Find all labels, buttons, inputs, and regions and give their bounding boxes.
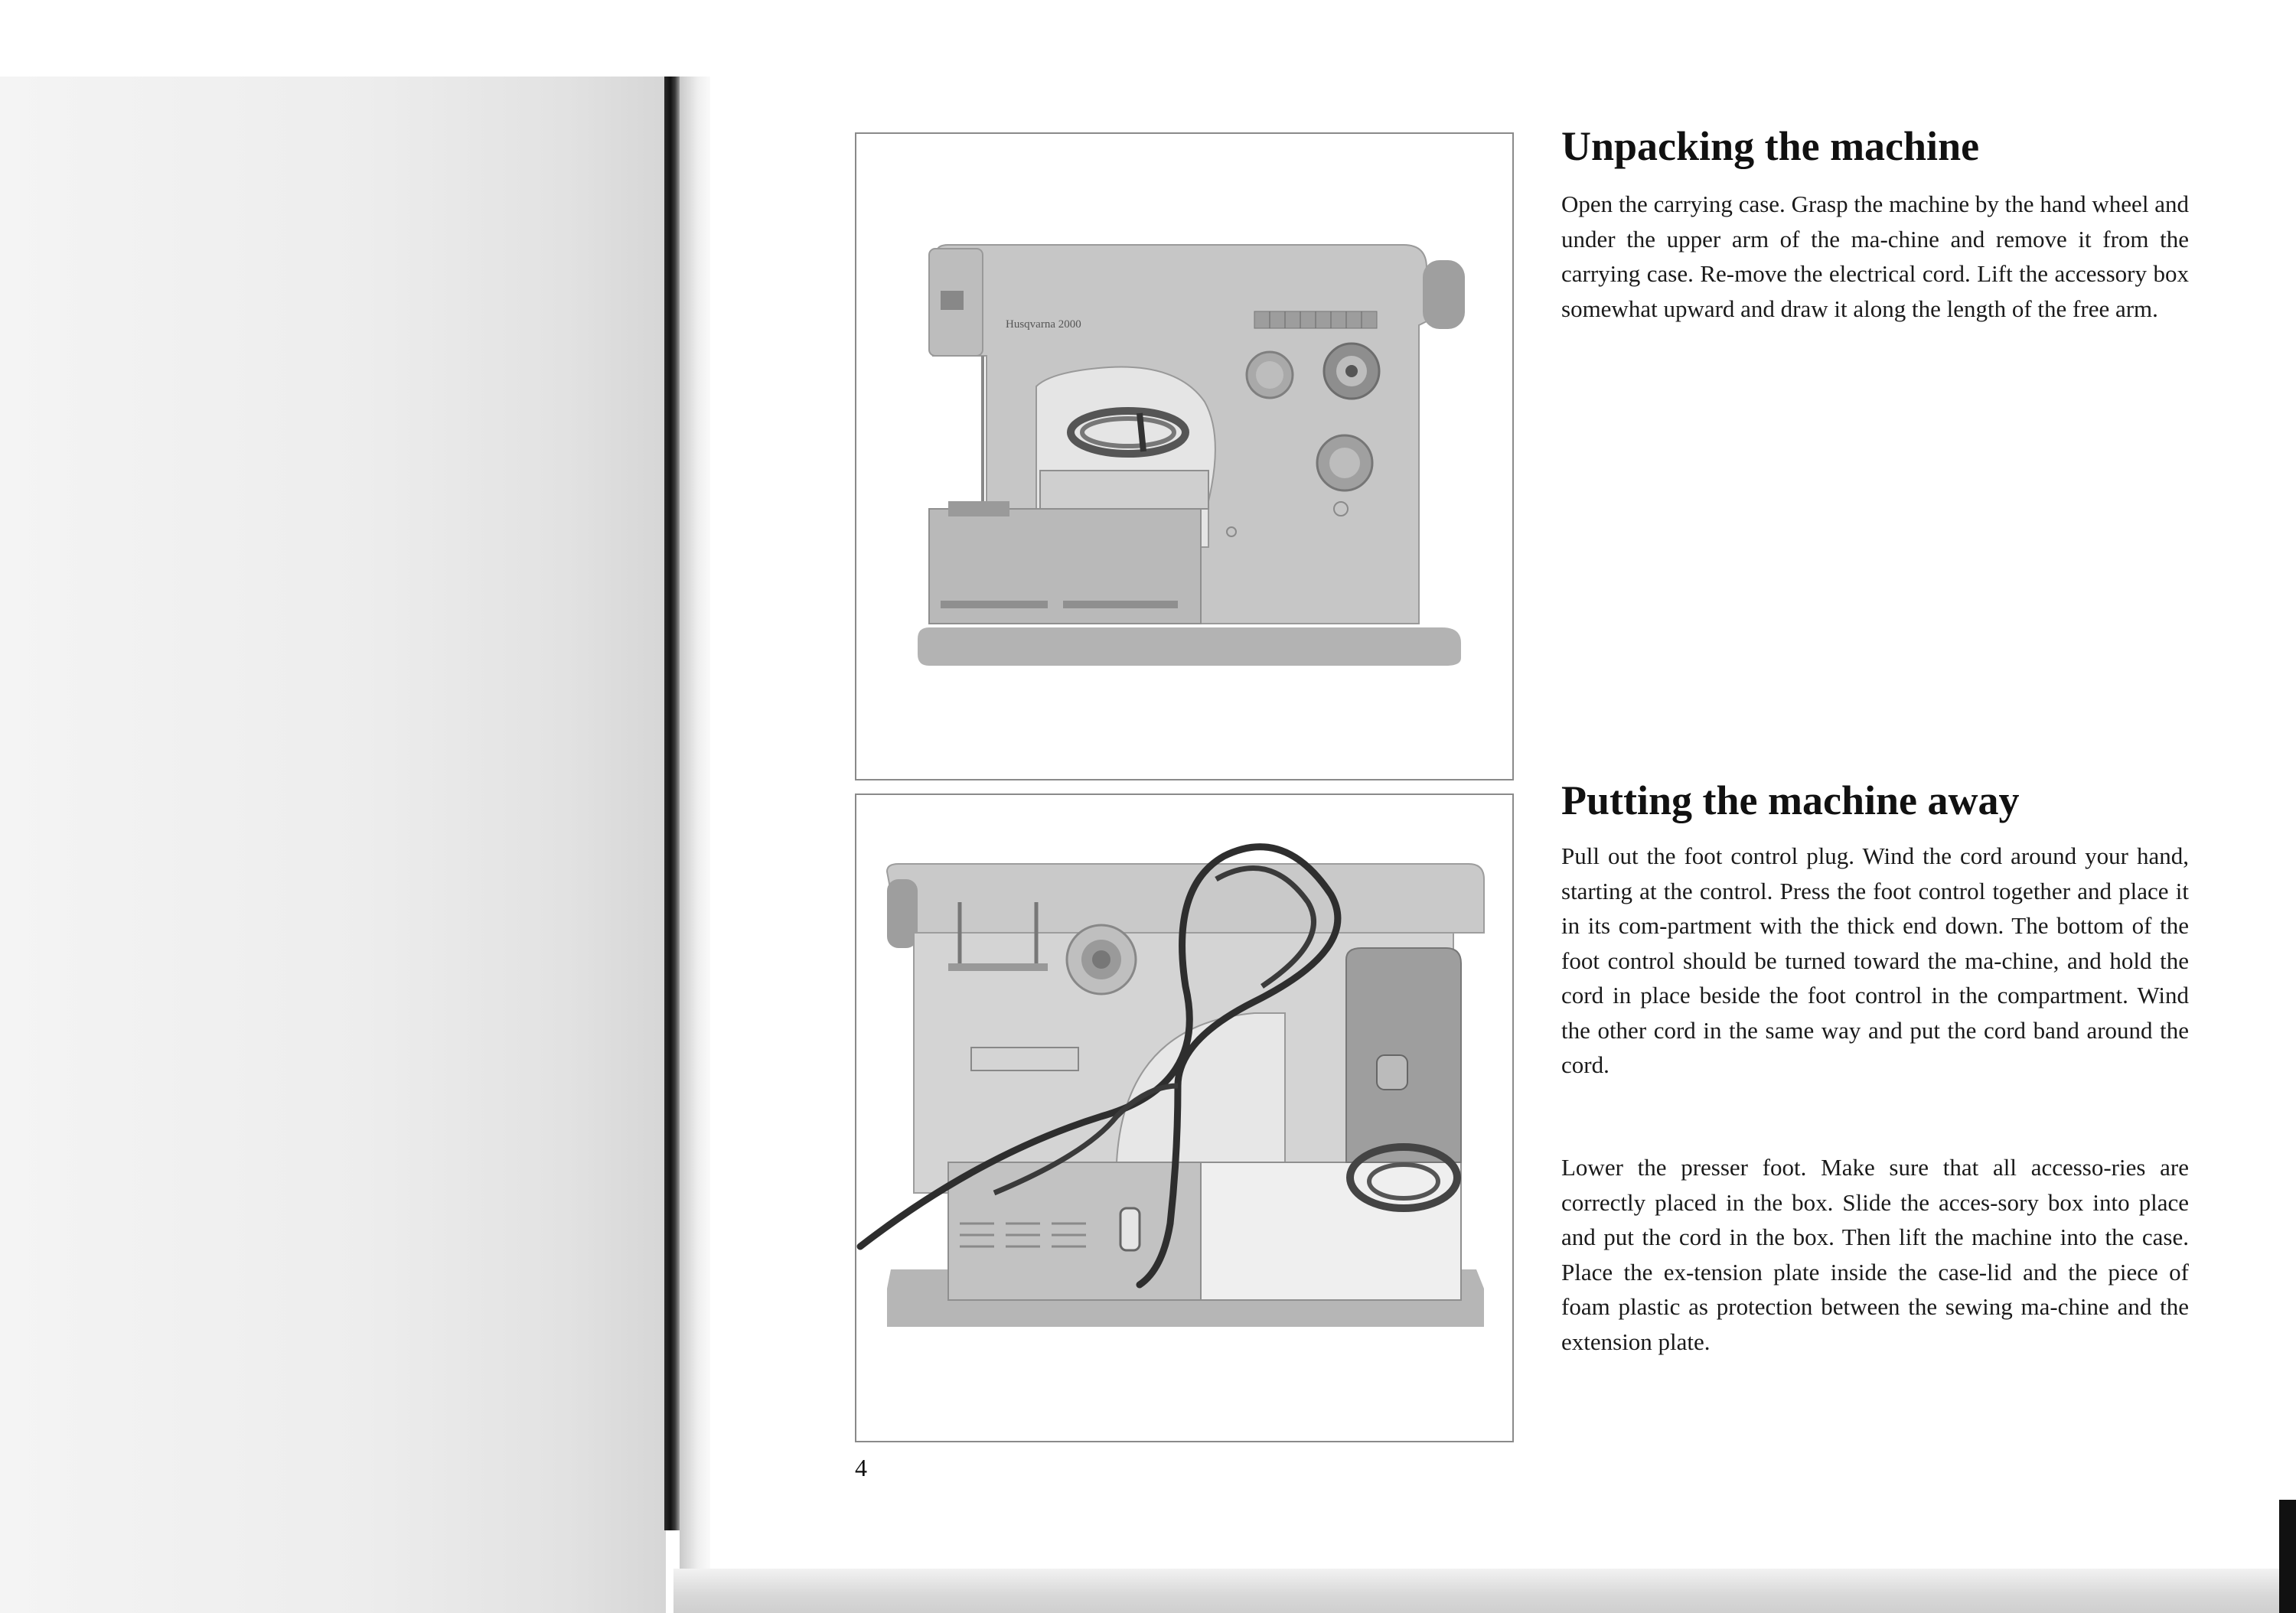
paragraph-unpacking: Open the carrying case. Grasp the machine by the hand wheel and under the upper arm of the ma-chine and remove it from the carrying case. Re-move the electrical cord. Lift the accessory box somewhat upward and draw it along the length of the free arm. xyxy=(1561,191,2189,322)
spine-edge xyxy=(680,77,710,1576)
heading-putting-away: Putting the machine away xyxy=(1561,777,2020,823)
left-page xyxy=(0,77,666,1613)
figure-putting-away xyxy=(855,793,1514,1442)
paragraph-putting-away-2: Lower the presser foot. Make sure that all accesso-ries are correctly placed in the box. Slide the acces-sory box into place and put the cord in the box. Then lift the machine into the case. Place the ex-tension plate inside the case-lid and the piece of foam plastic as protection between the sewing ma-chine and the extension plate. xyxy=(1561,1154,2189,1355)
scan-background xyxy=(0,0,2296,77)
machine-in-case-illustration xyxy=(856,795,1512,1441)
scan-corner xyxy=(2279,1500,2296,1613)
heading-unpacking: Unpacking the machine xyxy=(1561,123,1980,169)
page-bottom-edge xyxy=(673,1569,2296,1613)
paragraph-putting-away-1: Pull out the foot control plug. Wind the cord around your hand, starting at the control. Press the foot control together and place it in its com-partment with the thick end down. The bottom of the foot control should be turned toward the ma-chine, and hold the cord in place beside the foot control in the compartment. Wind the other cord in the same way and put the cord band around the cord. xyxy=(1561,842,2189,1078)
page-number: 4 xyxy=(855,1454,867,1481)
sewing-machine-illustration xyxy=(856,134,1512,779)
book-spine xyxy=(664,77,680,1530)
brand-label: Husqvarna 2000 xyxy=(1006,318,1081,331)
figure-unpacking xyxy=(855,132,1514,780)
